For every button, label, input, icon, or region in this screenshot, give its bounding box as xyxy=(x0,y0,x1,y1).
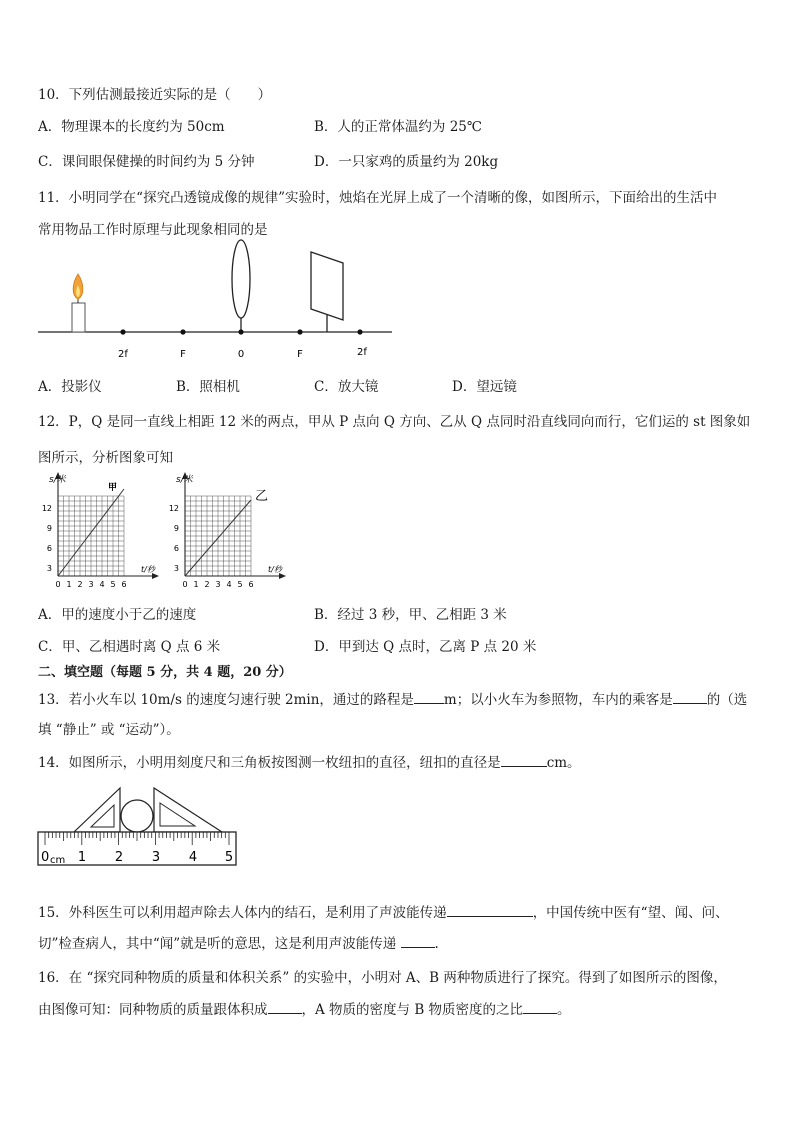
q13-line1 xyxy=(38,688,747,708)
q10-option-d: D．一只家鸡的质量约为 20kg xyxy=(314,154,499,170)
label-2f-left: 2f xyxy=(118,349,128,360)
x-tick-6: 6 xyxy=(121,580,127,589)
q15-line2 xyxy=(38,932,439,952)
y-tick-3: 3 xyxy=(46,564,52,573)
point-f-left xyxy=(180,329,185,334)
q11-stem-line2: 常用物品工作时原理与此现象相同的是 xyxy=(38,222,268,238)
x-tick-5: 5 xyxy=(237,580,243,589)
x-tick-1: 1 xyxy=(193,580,199,589)
point-o xyxy=(238,329,243,334)
x-axis-label: t/秒 xyxy=(141,565,155,574)
q12-stem-line2: 图所示，分析图象可知 xyxy=(38,450,173,466)
answer-blank[interactable] xyxy=(673,691,707,704)
q16-line2-part2: ，A 物质的密度与 B 物质密度的之比 xyxy=(301,1002,524,1018)
lens-imaging-diagram xyxy=(30,225,410,370)
series-label-jia: 甲 xyxy=(108,483,118,493)
ruler-num-2: 2 xyxy=(114,850,124,865)
q12-option-b: B．经过 3 秒，甲、乙相距 3 米 xyxy=(314,607,507,623)
q15-line1 xyxy=(38,901,729,921)
ruler-num-0: 0 xyxy=(41,850,50,865)
button-circle xyxy=(121,800,153,832)
x-tick-0: 0 xyxy=(182,580,188,589)
q16-line2-part1: 由图像可知：同种物质的质量跟体积成 xyxy=(38,1002,268,1018)
y-tick-12: 12 xyxy=(168,504,179,513)
x-tick-2: 2 xyxy=(77,580,83,589)
q11-option-b: B．照相机 xyxy=(176,379,240,395)
grid-jia xyxy=(58,496,124,576)
convex-lens xyxy=(232,240,250,318)
y-tick-9: 9 xyxy=(173,524,179,533)
q11-stem-line1: 11．小明同学在“探究凸透镜成像的规律”实验时，烛焰在光屏上成了一个清晰的像，如图所示，下面给出的生活中 xyxy=(38,190,717,206)
st-graph-jia xyxy=(38,470,163,595)
x-tick-0: 0 xyxy=(55,580,61,589)
left-triangle xyxy=(74,788,120,832)
ruler-num-5: 5 xyxy=(224,850,234,865)
answer-blank[interactable] xyxy=(501,754,547,767)
q15-line2-part2: . xyxy=(434,936,439,952)
x-tick-4: 4 xyxy=(226,580,232,589)
q12-option-c: C．甲、乙相遇时离 Q 点 6 米 xyxy=(38,639,221,655)
q13-part1: 13．若小火车以 10m/s 的速度匀速行驶 2min，通过的路程是 xyxy=(38,692,414,708)
x-tick-2: 2 xyxy=(204,580,210,589)
ruler-unit: cm xyxy=(50,855,66,866)
answer-blank[interactable] xyxy=(447,904,533,917)
x-tick-4: 4 xyxy=(99,580,105,589)
st-graph-yi xyxy=(165,470,295,595)
x-tick-6: 6 xyxy=(248,580,254,589)
q12-stem-line1: 12．P，Q 是同一直线上相距 12 米的两点，甲从 P 点向 Q 方向、乙从 Q 点同时沿直线同向而行，它们运的 st 图象如 xyxy=(38,414,751,430)
x-tick-5: 5 xyxy=(110,580,116,589)
point-2f-left xyxy=(120,329,125,334)
y-tick-6: 6 xyxy=(173,544,179,553)
q11-option-d: D．望远镜 xyxy=(452,379,517,395)
q11-option-a: A．投影仪 xyxy=(38,379,102,395)
x-tick-1: 1 xyxy=(66,580,72,589)
y-tick-6: 6 xyxy=(46,544,52,553)
section-title: 二、填空题（每题 5 分，共 4 题，20 分） xyxy=(38,665,292,680)
right-triangle xyxy=(154,788,222,832)
label-f-left: F xyxy=(180,349,186,360)
light-screen xyxy=(311,252,343,320)
label-2f-right: 2f xyxy=(357,347,367,358)
answer-blank[interactable] xyxy=(414,691,444,704)
x-tick-3: 3 xyxy=(215,580,221,589)
point-2f-right xyxy=(357,329,362,334)
q15-line2-part1: 切”检查病人，其中“闻”就是听的意思，这是利用声波能传递 xyxy=(38,936,397,952)
q14-part2: cm。 xyxy=(546,755,581,771)
q14-line xyxy=(38,751,581,771)
q13-part3: 的（选 xyxy=(706,692,748,708)
label-o: 0 xyxy=(237,349,245,360)
answer-blank[interactable] xyxy=(523,1001,557,1014)
q16-line2 xyxy=(38,998,571,1018)
label-f-right: F xyxy=(297,349,303,360)
answer-blank[interactable] xyxy=(401,935,435,948)
ruler-num-4: 4 xyxy=(188,850,198,865)
q16-line1: 16．在 “探究同种物质的质量和体积关系” 的实验中，小明对 A、B 两种物质进行了探究。得到了如图所示的图像， xyxy=(38,970,727,986)
q13-line2: 填 “静止” 或 “运动”）。 xyxy=(38,722,180,738)
q13-part2: m；以小火车为参照物，车内的乘客是 xyxy=(443,692,673,708)
q16-line2-part3: 。 xyxy=(557,1002,571,1018)
ruler-num-3: 3 xyxy=(151,850,161,865)
q12-option-a: A．甲的速度小于乙的速度 xyxy=(38,607,197,623)
q11-option-c: C．放大镜 xyxy=(314,379,379,395)
answer-blank[interactable] xyxy=(268,1001,302,1014)
x-tick-3: 3 xyxy=(88,580,94,589)
y-tick-3: 3 xyxy=(173,564,179,573)
q10-stem: 10．下列估测最接近实际的是（ ） xyxy=(38,87,272,103)
x-axis-label: t/秒 xyxy=(268,565,282,574)
q15-part1: 15．外科医生可以利用超声除去人体内的结石，是利用了声波能传递 xyxy=(38,905,447,921)
y-tick-9: 9 xyxy=(46,524,52,533)
q10-option-a: A．物理课本的长度约为 50cm xyxy=(38,119,225,135)
q10-option-c: C．课间眼保健操的时间约为 5 分钟 xyxy=(38,154,255,170)
y-axis-label: s/米 xyxy=(49,475,66,485)
q12-option-d: D．甲到达 Q 点时，乙离 P 点 20 米 xyxy=(314,639,537,655)
ruler-num-1: 1 xyxy=(77,850,87,865)
q15-part2: ，中国传统中医有“望、闻、问、 xyxy=(532,905,729,921)
y-axis-label: s/米 xyxy=(176,475,193,485)
point-f-right xyxy=(297,329,302,334)
candle-icon xyxy=(72,274,85,332)
y-tick-12: 12 xyxy=(41,504,52,513)
q10-option-b: B．人的正常体温约为 25℃ xyxy=(314,119,482,135)
series-label-yi: 乙 xyxy=(255,489,269,504)
ruler-diagram xyxy=(36,785,241,870)
q14-part1: 14．如图所示，小明用刻度尺和三角板按图测一枚纽扣的直径，纽扣的直径是 xyxy=(38,755,501,771)
